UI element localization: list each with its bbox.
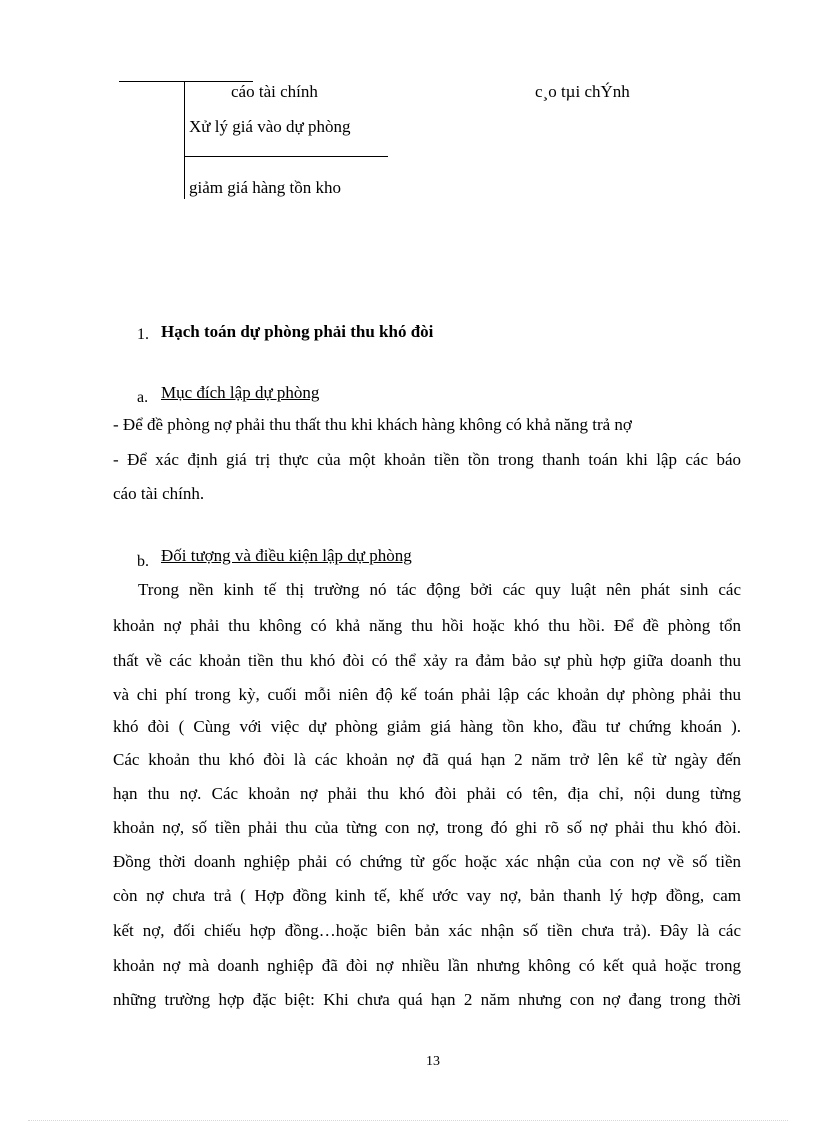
section-1-number: 1. <box>137 326 149 343</box>
paragraph-line: những trường hợp đặc biệt: Khi chưa quá hạn 2 năm nhưng con nợ đang trong thời <box>113 990 741 1009</box>
section-a-bullet-1: - Để đề phòng nợ phải thu thất thu khi khách hàng không có khả năng trả nợ <box>113 415 632 434</box>
paragraph-line: Đồng thời doanh nghiệp phải có chứng từ gốc hoặc xác nhận của con nợ về số tiền <box>113 852 741 871</box>
section-b-title: Đối tượng và điều kiện lập dự phòng <box>161 546 412 565</box>
paragraph-line: kết nợ, đối chiếu hợp đồng…hoặc biên bản xác nhận số tiền chưa trả). Đây là các <box>113 921 741 940</box>
paragraph-line: hạn thu nợ. Các khoản nợ phải thu khó đòi phải có tên, địa chỉ, nội dung từng <box>113 784 741 803</box>
diagram-label-giam-gia: giảm giá hàng tồn kho <box>189 178 342 197</box>
paragraph-line: và chi phí trong kỳ, cuối mỗi niên độ kế toán phải lập các khoản dự phòng phải thu <box>113 685 741 704</box>
paragraph-line: Trong nền kinh tế thị trường nó tác động bởi các quy luật nên phát sinh các <box>138 580 741 599</box>
diagram-label-bctc: cáo tài chính <box>231 82 318 101</box>
section-b-letter: b. <box>137 553 149 570</box>
paragraph-line: khoản nợ phải thu không có khả năng thu hồi hoặc khó thu hồi. Để đề phòng tổn <box>113 616 741 635</box>
diagram-middle-line <box>185 156 388 157</box>
section-a-title: Mục đích lập dự phòng <box>161 383 320 402</box>
paragraph-line: thất về các khoản tiền thu khó đòi có thể xảy ra đảm bảo sự phù hợp giữa doanh thu <box>113 651 741 670</box>
paragraph-line: khó đòi ( Cùng với việc dự phòng giảm giá hàng tồn kho, đầu tư chứng khoán ). <box>113 717 741 736</box>
paragraph-line: khoản nợ, số tiền phải thu của từng con nợ, trong đó ghi rõ số nợ phải thu khó đòi. <box>113 818 741 837</box>
paragraph-line: Các khoản thu khó đòi là các khoản nợ đã quá hạn 2 năm trở lên kể từ ngày đến <box>113 750 741 769</box>
section-a-bullet-2: - Để xác định giá trị thực của một khoản tiền tồn trong thanh toán khi lập các báo <box>113 450 741 469</box>
diagram-label-right: c¸o tµi chÝnh <box>535 82 630 101</box>
diagram-vertical-line <box>184 81 185 199</box>
diagram-label-xu-ly: Xử lý giá vào dự phòng <box>189 117 351 136</box>
section-a-letter: a. <box>137 389 149 406</box>
section-1-title: Hạch toán dự phòng phải thu khó đòi <box>161 322 434 341</box>
page-number: 13 <box>426 1054 440 1069</box>
paragraph-line: khoản nợ mà doanh nghiệp đã đòi nợ nhiều lần nhưng không có kết quả hoặc trong <box>113 956 741 975</box>
page-bottom-divider <box>28 1120 788 1121</box>
paragraph-line: còn nợ chưa trả ( Hợp đồng kinh tế, khế ước vay nợ, bản thanh lý hợp đồng, cam <box>113 886 741 905</box>
section-a-bullet-2-cont: cáo tài chính. <box>113 484 205 503</box>
